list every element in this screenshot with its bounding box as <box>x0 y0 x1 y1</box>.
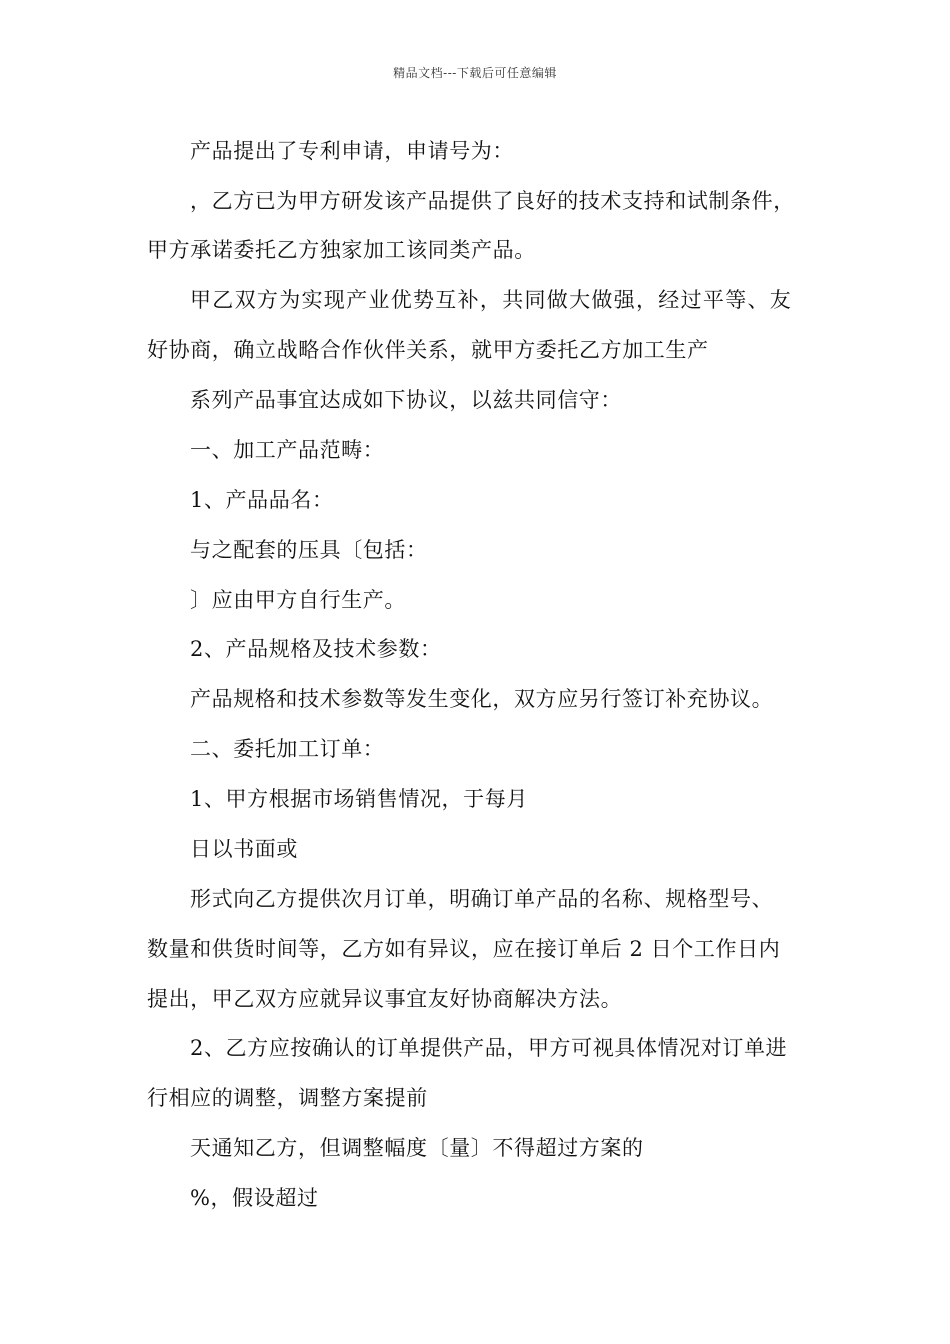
paragraph-line: %，假设超过 <box>190 1186 319 1210</box>
paragraph-line: 数量和供货时间等，乙方如有异议，应在接订单后 2 日个工作日内 <box>147 937 781 961</box>
paragraph-line: 产品提出了专利申请，申请号为： <box>190 139 514 163</box>
paragraph-line: 行相应的调整，调整方案提前 <box>147 1086 428 1110</box>
paragraph-line: 提出，甲乙双方应就异议事宜友好协商解决方法。 <box>147 987 623 1011</box>
paragraph-line: 形式向乙方提供次月订单，明确订单产品的名称、规格型号、 <box>190 887 774 911</box>
paragraph-line: 与之配套的压具〔包括： <box>190 538 428 562</box>
page-header: 精品文档---下载后可任意编辑 <box>393 66 557 80</box>
paragraph-line: 产品规格和技术参数等发生变化，双方应另行签订补充协议。 <box>190 687 774 711</box>
paragraph-line: ，乙方已为甲方研发该产品提供了良好的技术支持和试制条件， <box>190 189 795 213</box>
paragraph-line: 甲方承诺委托乙方独家加工该同类产品。 <box>147 238 536 262</box>
paragraph-line: 系列产品事宜达成如下协议，以兹共同信守： <box>190 388 622 412</box>
paragraph-line: 1、甲方根据市场销售情况，于每月 <box>190 787 528 811</box>
paragraph-line: 2、乙方应按确认的订单提供产品，甲方可视具体情况对订单进 <box>190 1036 788 1060</box>
paragraph-line: 日以书面或 <box>190 837 298 861</box>
paragraph-line: 1、产品品名： <box>190 488 334 512</box>
paragraph-line: 天通知乙方，但调整幅度〔量〕不得超过方案的 <box>190 1136 644 1160</box>
paragraph-line: 甲乙双方为实现产业优势互补，共同做大做强，经过平等、友 <box>190 288 793 312</box>
paragraph-line: 〕应由甲方自行生产。 <box>190 588 406 612</box>
paragraph-line: 好协商，确立战略合作伙伴关系，就甲方委托乙方加工生产 <box>147 338 709 362</box>
section-heading: 二、委托加工订单： <box>190 737 385 761</box>
paragraph-line: 2、产品规格及技术参数： <box>190 637 442 661</box>
section-heading: 一、加工产品范畴： <box>190 438 385 462</box>
